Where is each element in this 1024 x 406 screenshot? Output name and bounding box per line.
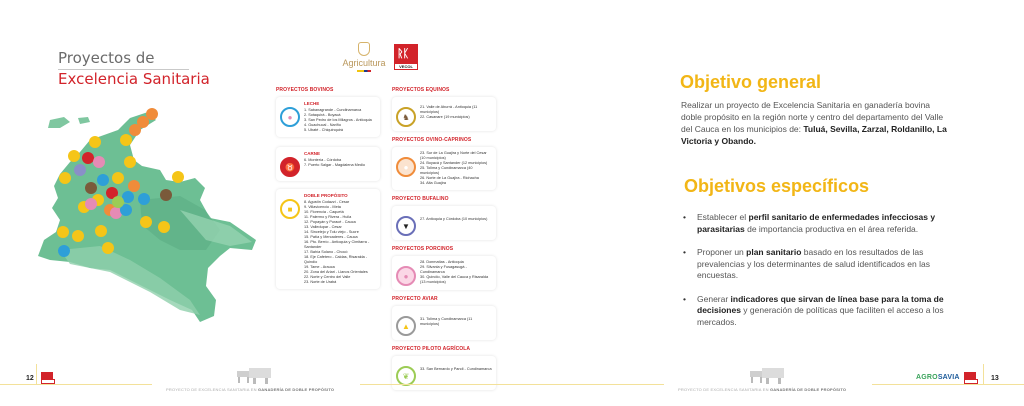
list-item: 34. Alta Guajira	[420, 181, 446, 185]
vecol-mini-logo	[41, 372, 53, 384]
list-item: 9. Villavicencio - Meta	[304, 205, 341, 209]
list-item: 2. Sotaquirá - Boyacá	[304, 113, 341, 117]
horse-icon: ♞	[396, 107, 416, 127]
list-item: 11. Palermo y Rivera - Huila	[304, 215, 352, 219]
footer-text-left	[166, 387, 334, 392]
footer-line	[360, 384, 512, 385]
vecol-glyph-icon: ᚱᛕ	[397, 48, 409, 60]
crest-icon	[358, 42, 370, 56]
flag-stripe	[357, 70, 371, 72]
bullet-bold: perfil sanitario de enfermedades infecciosas y parasitarias	[697, 212, 936, 234]
list-item: 31. Tolima y Cundinamarca (11 municipios)	[420, 317, 473, 326]
cattle-icon: ■	[280, 199, 300, 219]
page-number-left: 12	[26, 375, 34, 382]
footer-divider	[983, 364, 984, 384]
bullet-bold: indicadores que sirvan de línea base para la toma de decisiones	[697, 293, 944, 315]
subsection-doble-proposito: DOBLE PROPÓSITO	[304, 193, 348, 198]
section-title-porcinos: PROYECTOS PORCINOS	[392, 246, 454, 252]
bull-head-icon: ♉	[280, 157, 300, 177]
list-item: 20. Zona del Ariari - Llanos Orientales	[304, 270, 368, 274]
list-item: 29. Silvania y Fusagasugá - Cundinamarca	[420, 265, 467, 274]
list-item: 4. Guachucal - Nariño	[304, 123, 341, 127]
footer-bold: GANADERÍA DE DOBLE PROPÓSITO	[257, 387, 335, 392]
footer-plain: PROYECTO DE EXCELENCIA SANITARIA EN	[678, 387, 770, 392]
card-ovino-caprinos	[392, 147, 496, 190]
map-pin	[112, 196, 124, 208]
list-item: 1. Sabanagrande - Cundinamarca	[304, 108, 362, 112]
section-title-piloto-agricola: PROYECTO PILOTO AGRÍCOLA	[392, 346, 471, 352]
list-item: 10. Florencia - Caquetá	[304, 210, 344, 214]
objetivos-especificos-list	[683, 212, 951, 340]
section-title-ovino-caprinos: PROYECTOS OVINO-CAPRINOS	[392, 137, 472, 143]
vecol-mini-logo	[964, 372, 976, 384]
list-item: 27. Antioquia y Córdoba (10 municipios)	[420, 217, 488, 221]
list-item: 25. Tolima y Cundinamarca (40 municipios)	[420, 166, 473, 175]
list-item: 5. Ubaté - Chiquinquirá	[304, 128, 344, 132]
agrosavia-a: AGRO	[916, 374, 938, 381]
list-item: 28. Donmatías - Antioquia	[420, 260, 464, 264]
list-item: 13. Valledupar - Cesar	[304, 225, 342, 229]
agrosavia-logo	[916, 374, 960, 381]
bullet-text: Proponer un	[697, 247, 747, 257]
list-item: 12. Popayán y Puracé - Cauca	[304, 220, 356, 224]
cattle-silhouette-icon	[748, 362, 788, 384]
agricultura-logo-text: Agricultura	[342, 58, 386, 68]
sheep-icon: ●	[396, 157, 416, 177]
footer-line	[512, 384, 664, 385]
card-equinos	[392, 97, 496, 131]
bovinos-column	[276, 87, 380, 295]
section-title-bovinos: PROYECTOS BOVINOS	[276, 87, 334, 93]
colombia-map	[30, 100, 270, 350]
list-item: 14. Sincelejo y Tolu viejo - Sucre	[304, 230, 359, 234]
subsection-carne: CARNE	[304, 151, 321, 156]
list-item: 30. Quindío, Valle del Cauca y Risaralda (13 municipios)	[420, 275, 489, 284]
bullet-text: Generar	[697, 293, 731, 304]
list-item: 26. Norte de La Guajira - Riohacha	[420, 176, 479, 180]
title-line-2: Excelencia Sanitaria	[58, 70, 210, 88]
card-leche	[276, 97, 380, 137]
other-projects-column	[392, 87, 496, 396]
sprout-icon: ❦	[396, 366, 416, 386]
section-title-equinos: PROYECTOS EQUINOS	[392, 87, 450, 93]
bullet-bold: plan sanitario	[746, 247, 802, 257]
list-item: 16. Pto. Berrío - Antioquia y Cimitarra - Santander	[304, 240, 370, 249]
list-item: 33. San Bernardo y Pandi - Cundinamarca	[420, 367, 492, 371]
objetivo-general-heading: Objetivo general	[680, 72, 822, 92]
footer-bold: GANADERÍA DE DOBLE PROPÓSITO	[769, 387, 847, 392]
bullet-text: basado en los resultados de las prevalencias y los determinantes de salud identificados en las encuestas.	[697, 247, 930, 280]
footer-line	[0, 384, 152, 385]
list-item: 21. Valle de Aburrá - Antioquia (11 municipios)	[420, 105, 478, 114]
objetivos-especificos-heading: Objetivos específicos	[684, 176, 870, 196]
objetivo-general-text	[681, 99, 951, 147]
list-item: 23. Sur de La Guajira y Norte del Cesar (10 municipios)	[420, 151, 487, 160]
list-item: 22. Casanare (19 municipios)	[420, 115, 470, 119]
list-item: 22. Norte y Centro del Valle	[304, 275, 351, 279]
card-bufalino	[392, 206, 496, 240]
list-item: 7. Puerto Salgar - Magdalena Medio	[304, 163, 365, 167]
page-title	[58, 50, 210, 89]
list-item: 15. Patía y Mercaderes - Cauca	[304, 235, 358, 239]
footer-divider	[36, 364, 37, 384]
objetivo-general-plain: Realizar un proyecto de Excelencia Sanitaria en ganadería bovina doble propósito en la región norte y centro del departamento del Valle del Cauca en los municipios de:	[681, 100, 944, 134]
vecol-logo	[394, 44, 418, 70]
card-carne	[276, 147, 380, 181]
footer-plain: PROYECTO DE EXCELENCIA SANITARIA EN	[166, 387, 258, 392]
agricultura-logo	[338, 42, 390, 72]
footer-text-right	[678, 387, 846, 392]
card-doble-proposito	[276, 189, 380, 289]
list-item	[683, 247, 951, 282]
footer-line	[872, 384, 1024, 385]
list-item: 6. Montería - Córdoba	[304, 158, 342, 162]
card-aviar	[392, 306, 496, 340]
page-number-right: 13	[991, 375, 999, 382]
pig-icon: ●	[396, 266, 416, 286]
card-porcinos	[392, 256, 496, 290]
objetivo-general-bold: Tuluá, Sevilla, Zarzal, Roldanillo, La Victoria y Obando.	[681, 124, 947, 146]
section-title-bufalino: PROYECTO BUFALINO	[392, 196, 449, 202]
list-item: 23. Norte de Urabá	[304, 280, 337, 284]
cow-face-icon: ●	[280, 107, 300, 127]
map-pin	[74, 164, 86, 176]
poultry-icon: ▲	[396, 316, 416, 336]
agrosavia-b: SAVIA	[937, 374, 960, 381]
buffalo-icon: ▼	[396, 216, 416, 236]
list-item: 17. Bahía Solano - Chocó	[304, 250, 348, 254]
bullet-text: y generación de políticas que faciliten el acceso a los mercados.	[697, 305, 944, 327]
list-item	[683, 294, 951, 329]
vecol-logo-text: VECOL	[394, 63, 418, 70]
list-item: 3. San Pedro de los Milagros - Antioquia	[304, 118, 372, 122]
list-item	[683, 212, 951, 235]
bullet-text: de importancia productiva en el área referida.	[744, 223, 919, 234]
title-line-1: Proyectos de	[58, 50, 189, 70]
subsection-leche: LECHE	[304, 101, 320, 106]
list-item: 24. Boyacá y Santander (12 municipios)	[420, 161, 488, 165]
cattle-silhouette-icon	[235, 362, 275, 384]
list-item: 18. Eje Cafetero - Caldas, Risaralda - Quindío	[304, 255, 368, 264]
section-title-aviar: PROYECTO AVIAR	[392, 296, 438, 302]
list-item: 19. Tame - Arauca	[304, 265, 335, 269]
bullet-text: Establecer el	[697, 212, 749, 222]
list-item: 8. Agustín Codazzi - Cesar	[304, 200, 350, 204]
